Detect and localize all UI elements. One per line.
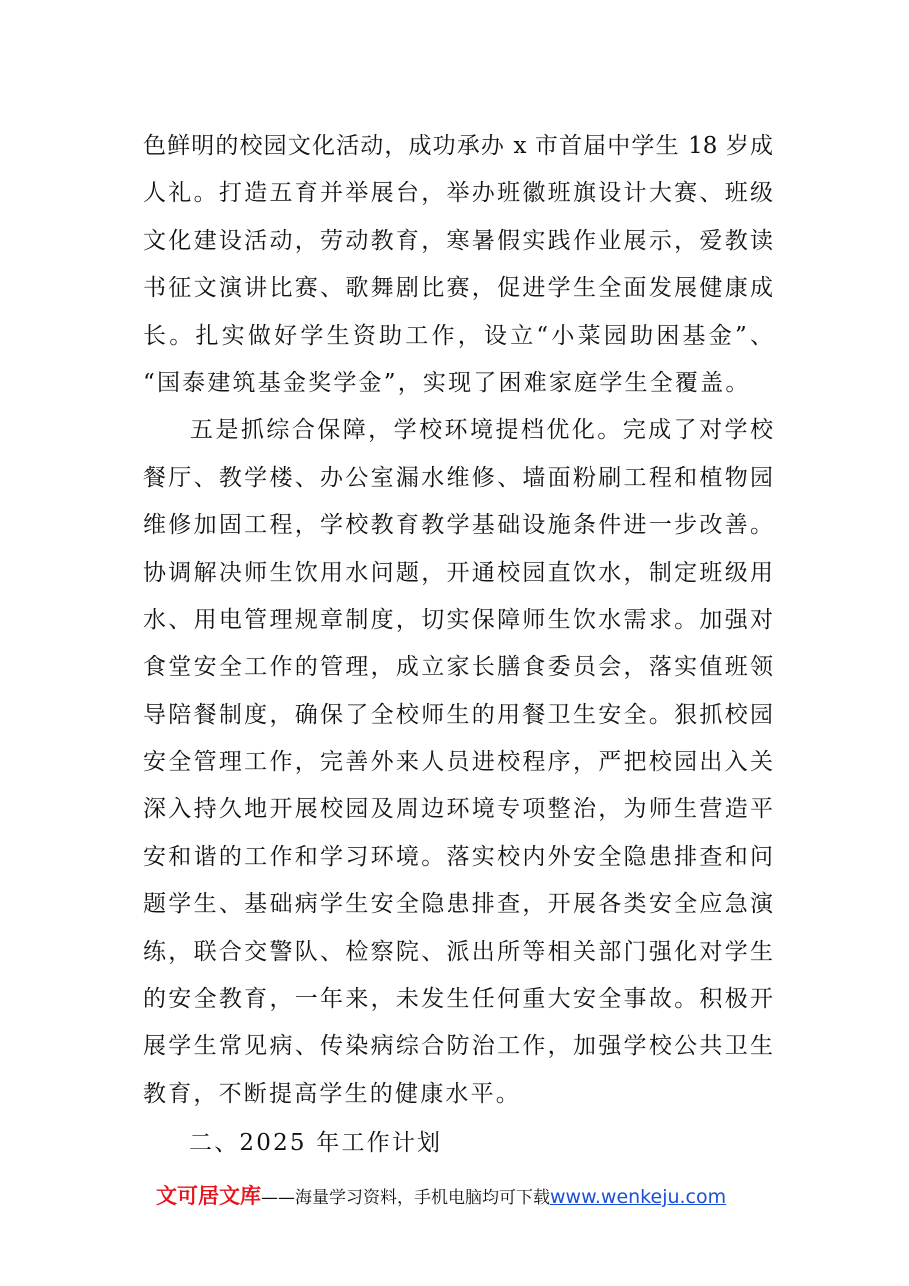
footer-website-link[interactable]: www.wenkeju.com bbox=[550, 1186, 727, 1208]
section-heading: 二、2025 年工作计划 bbox=[189, 1130, 443, 1156]
text-line: 展学生常见病、传染病综合防治工作，加强学校公共卫生 bbox=[143, 1033, 773, 1060]
text-line: 维修加固工程，学校教育教学基础设施条件进一步改善。 bbox=[143, 512, 773, 539]
text-line: 的安全教育，一年来，未发生任何重大安全事故。积极开 bbox=[143, 986, 773, 1013]
text-line: 色鲜明的校园文化活动，成功承办 x 市首届中学生 18 岁成 bbox=[143, 133, 773, 159]
text-line: 协调解决师生饮用水问题，开通校园直饮水，制定班级用 bbox=[143, 559, 773, 586]
text-line: 练，联合交警队、检察院、派出所等相关部门强化对学生 bbox=[143, 938, 773, 965]
text-line: 安和谐的工作和学习环境。落实校内外安全隐患排查和问 bbox=[143, 843, 773, 870]
text-line: 深入持久地开展校园及周边环境专项整治，为师生营造平 bbox=[143, 796, 773, 823]
text-line: 长。扎实做好学生资助工作，设立“小菜园助困基金”、 bbox=[143, 322, 773, 349]
text-line: 书征文演讲比赛、歌舞剧比赛，促进学生全面发展健康成 bbox=[143, 275, 773, 302]
footer-banner bbox=[156, 1176, 726, 1216]
text-line: 导陪餐制度，确保了全校师生的用餐卫生安全。狠抓校园 bbox=[143, 701, 773, 728]
paragraph-first-line: 五是抓综合保障，学校环境提档优化。完成了对学校 bbox=[190, 417, 773, 444]
text-line: 文化建设活动，劳动教育，寒暑假实践作业展示，爱教读 bbox=[143, 227, 773, 254]
text-line: 餐厅、教学楼、办公室漏水维修、墙面粉刷工程和植物园 bbox=[143, 464, 773, 491]
text-line: 水、用电管理规章制度，切实保障师生饮水需求。加强对 bbox=[143, 606, 773, 633]
text-line: 题学生、基础病学生安全隐患排查，开展各类安全应急演 bbox=[143, 891, 773, 918]
footer-brand: 文可居文库 bbox=[156, 1184, 261, 1208]
text-line: “国泰建筑基金奖学金”，实现了困难家庭学生全覆盖。 bbox=[143, 369, 751, 396]
text-line: 食堂安全工作的管理，成立家长膳食委员会，落实值班领 bbox=[143, 654, 773, 681]
footer-tagline: ——海量学习资料，手机电脑均可下载 bbox=[261, 1188, 550, 1208]
text-line: 教育，不断提高学生的健康水平。 bbox=[143, 1080, 521, 1107]
body-text bbox=[143, 123, 773, 1118]
text-line: 人礼。打造五育并举展台，举办班徽班旗设计大赛、班级 bbox=[143, 180, 773, 207]
text-line: 安全管理工作，完善外来人员进校程序，严把校园出入关 bbox=[143, 749, 773, 776]
